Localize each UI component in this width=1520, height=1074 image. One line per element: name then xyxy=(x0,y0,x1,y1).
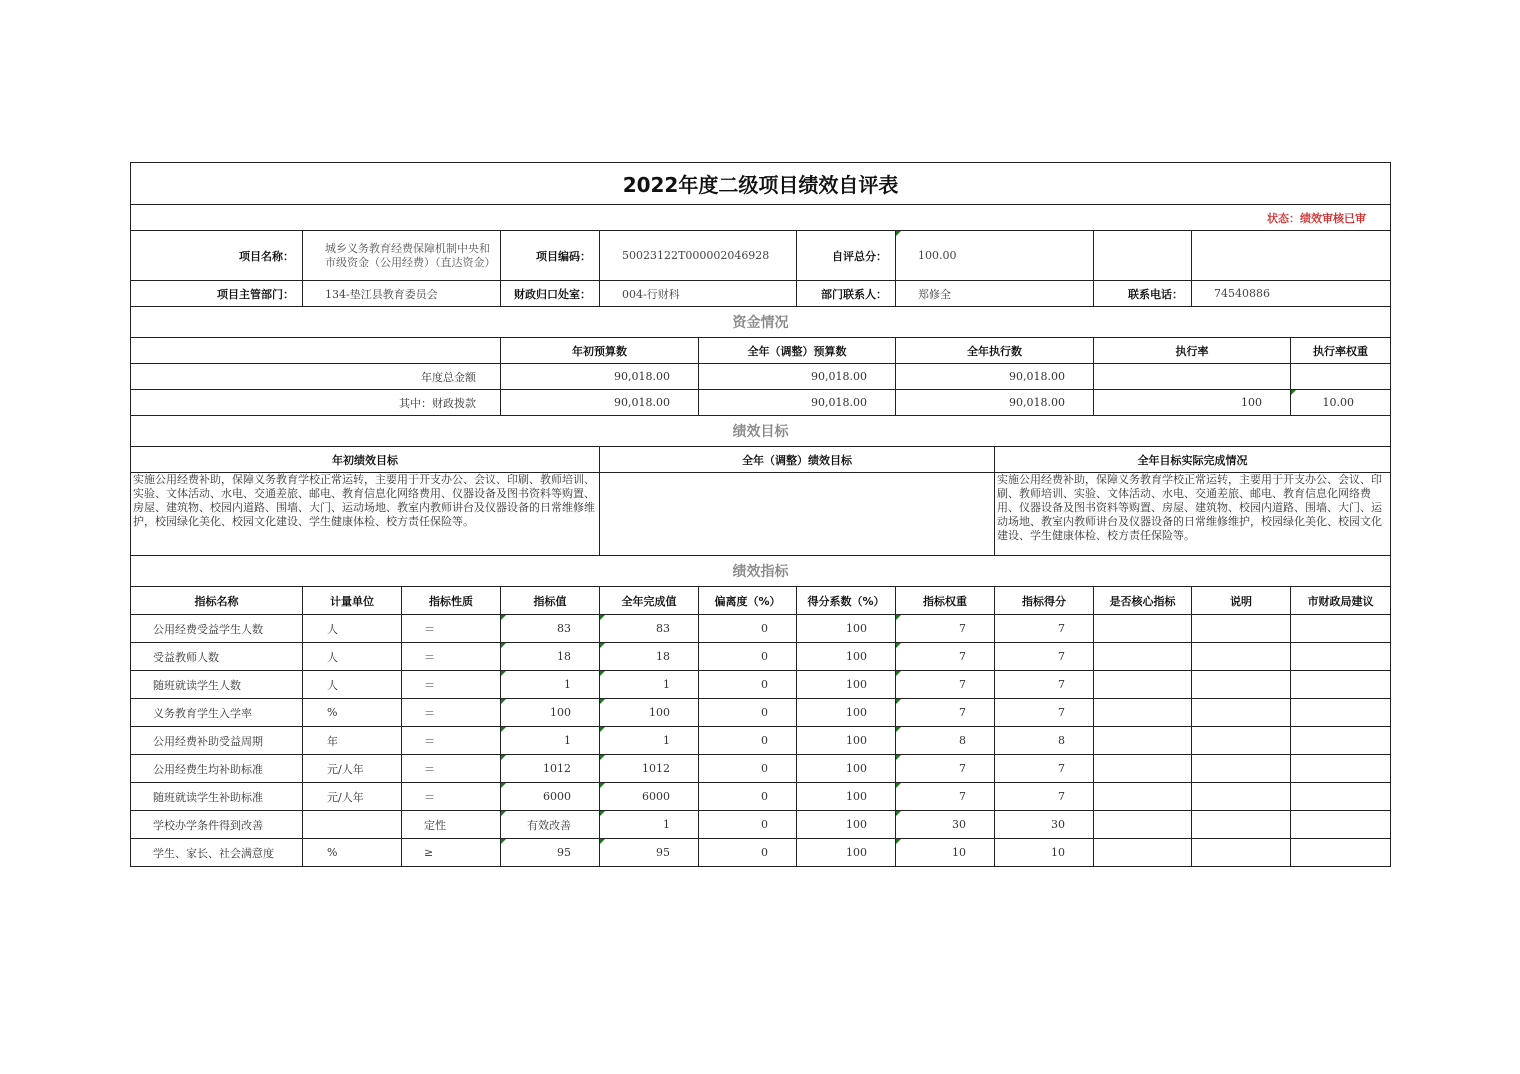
evaluation-table xyxy=(130,162,1391,867)
goals-header-initial: 年初绩效目标 xyxy=(131,447,600,473)
funds-weight xyxy=(1291,364,1391,390)
indicator-name: 随班就读学生人数 xyxy=(131,671,303,699)
phone-label: 联系电话： xyxy=(1094,281,1192,307)
ind-header-note: 说明 xyxy=(1192,587,1291,615)
funds-row-label: 其中：财政拨款 xyxy=(131,390,501,416)
indicator-nature: 定性 xyxy=(402,811,501,839)
indicator-advice xyxy=(1291,671,1391,699)
indicator-advice xyxy=(1291,699,1391,727)
indicator-unit: 人 xyxy=(303,643,402,671)
indicator-rows xyxy=(131,615,1391,867)
ind-header-name: 指标名称 xyxy=(131,587,303,615)
indicator-weight: 7 xyxy=(896,643,995,671)
project-name: 城乡义务教育经费保障机制中央和市级资金（公用经费）（直达资金） xyxy=(303,231,501,281)
indicator-coef: 100 xyxy=(797,671,896,699)
indicator-nature: ＝ xyxy=(402,727,501,755)
indicator-core xyxy=(1094,811,1192,839)
indicator-target: 1 xyxy=(501,727,600,755)
indicator-unit: 元/人年 xyxy=(303,755,402,783)
indicator-core xyxy=(1094,615,1192,643)
indicator-actual: 100 xyxy=(600,699,699,727)
indicator-coef: 100 xyxy=(797,783,896,811)
indicator-unit: 元/人年 xyxy=(303,783,402,811)
funds-header-blank xyxy=(131,338,501,364)
table-row xyxy=(131,811,1391,839)
dept: 134-垫江县教育委员会 xyxy=(303,281,501,307)
indicator-note xyxy=(1192,755,1291,783)
funds-adjusted: 90,018.00 xyxy=(699,364,896,390)
indicator-deviation: 0 xyxy=(699,699,797,727)
self-score-label: 自评总分： xyxy=(797,231,896,281)
table-row xyxy=(131,755,1391,783)
indicator-deviation: 0 xyxy=(699,839,797,867)
indicator-note xyxy=(1192,727,1291,755)
funds-header-initial: 年初预算数 xyxy=(501,338,699,364)
funds-header-rate: 执行率 xyxy=(1094,338,1291,364)
indicator-name: 公用经费受益学生人数 xyxy=(131,615,303,643)
indicator-note xyxy=(1192,699,1291,727)
indicator-name: 随班就读学生补助标准 xyxy=(131,783,303,811)
ind-header-advice: 市财政局建议 xyxy=(1291,587,1391,615)
funds-weight: 10.00 xyxy=(1291,390,1391,416)
indicator-note xyxy=(1192,811,1291,839)
goal-initial-text: 实施公用经费补助，保障义务教育学校正常运转，主要用于开支办公、会议、印刷、教师培训、实验、文体活动、水电、交通差旅、邮电、教育信息化网络费用、仪器设备及图书资料等购置、房屋、建筑物、校园内道路、围墙、大门、运动场地、教室内教师讲台及仪器设备的日常维修维护，校园绿化美化、校园文化建设、学生健康体检、校方责任保险等。 xyxy=(131,473,600,556)
indicator-weight: 30 xyxy=(896,811,995,839)
indicator-score: 7 xyxy=(995,671,1094,699)
indicator-unit xyxy=(303,811,402,839)
indicator-name: 学生、家长、社会满意度 xyxy=(131,839,303,867)
indicator-deviation: 0 xyxy=(699,615,797,643)
empty-cell xyxy=(1192,231,1391,281)
indicator-core xyxy=(1094,755,1192,783)
indicator-score: 7 xyxy=(995,783,1094,811)
indicator-advice xyxy=(1291,615,1391,643)
indicator-name: 义务教育学生入学率 xyxy=(131,699,303,727)
indicator-unit: 人 xyxy=(303,615,402,643)
indicator-coef: 100 xyxy=(797,839,896,867)
indicator-deviation: 0 xyxy=(699,783,797,811)
ind-header-coef: 得分系数（%） xyxy=(797,587,896,615)
indicator-actual: 83 xyxy=(600,615,699,643)
table-row xyxy=(131,364,1391,390)
funds-adjusted: 90,018.00 xyxy=(699,390,896,416)
indicator-core xyxy=(1094,699,1192,727)
contact-label: 部门联系人： xyxy=(797,281,896,307)
indicator-coef: 100 xyxy=(797,727,896,755)
phone: 74540886 xyxy=(1192,281,1391,307)
indicator-unit: % xyxy=(303,839,402,867)
goals-header-adjusted: 全年（调整）绩效目标 xyxy=(600,447,995,473)
indicator-unit: 年 xyxy=(303,727,402,755)
project-name-label: 项目名称： xyxy=(131,231,303,281)
indicator-core xyxy=(1094,671,1192,699)
indicator-deviation: 0 xyxy=(699,755,797,783)
indicator-advice xyxy=(1291,783,1391,811)
goal-actual-text: 实施公用经费补助，保障义务教育学校正常运转，主要用于开支办公、会议、印刷、教师培训、实验、文体活动、水电、交通差旅、邮电、教育信息化网络费用、仪器设备及图书资料等购置、房屋、建筑物、校园内道路、围墙、大门、运动场地、教室内教师讲台及仪器设备的日常维修维护，校园绿化美化、校园文化建设、学生健康体检、校方责任保险等。 xyxy=(995,473,1391,556)
indicator-weight: 10 xyxy=(896,839,995,867)
funds-header-adjusted: 全年（调整）预算数 xyxy=(699,338,896,364)
indicator-unit: % xyxy=(303,699,402,727)
ind-header-core: 是否核心指标 xyxy=(1094,587,1192,615)
indicator-nature: ＝ xyxy=(402,755,501,783)
indicator-target: 6000 xyxy=(501,783,600,811)
indicator-target: 100 xyxy=(501,699,600,727)
indicator-name: 公用经费生均补助标准 xyxy=(131,755,303,783)
funds-row-label: 年度总金额 xyxy=(131,364,501,390)
ind-header-weight: 指标权重 xyxy=(896,587,995,615)
indicator-target: 95 xyxy=(501,839,600,867)
indicator-note xyxy=(1192,615,1291,643)
indicator-actual: 1 xyxy=(600,811,699,839)
indicator-weight: 7 xyxy=(896,615,995,643)
ind-header-score: 指标得分 xyxy=(995,587,1094,615)
indicator-actual: 6000 xyxy=(600,783,699,811)
office-label: 财政归口处室： xyxy=(501,281,600,307)
project-code-label: 项目编码： xyxy=(501,231,600,281)
indicator-advice xyxy=(1291,643,1391,671)
indicator-name: 受益教师人数 xyxy=(131,643,303,671)
indicator-actual: 1012 xyxy=(600,755,699,783)
indicator-coef: 100 xyxy=(797,755,896,783)
indicator-score: 7 xyxy=(995,699,1094,727)
indicator-weight: 7 xyxy=(896,755,995,783)
goal-adjusted-text xyxy=(600,473,995,556)
ind-header-nature: 指标性质 xyxy=(402,587,501,615)
ind-header-unit: 计量单位 xyxy=(303,587,402,615)
indicators-section-title: 绩效指标 xyxy=(131,556,1391,587)
indicator-score: 10 xyxy=(995,839,1094,867)
indicator-target: 有效改善 xyxy=(501,811,600,839)
table-row xyxy=(131,699,1391,727)
indicator-nature: ＝ xyxy=(402,699,501,727)
indicator-actual: 18 xyxy=(600,643,699,671)
indicator-target: 83 xyxy=(501,615,600,643)
indicator-coef: 100 xyxy=(797,811,896,839)
indicator-weight: 7 xyxy=(896,783,995,811)
ind-header-actual: 全年完成值 xyxy=(600,587,699,615)
indicator-nature: ＝ xyxy=(402,643,501,671)
page-title: 2022年度二级项目绩效自评表 xyxy=(131,163,1391,205)
indicator-advice xyxy=(1291,811,1391,839)
indicator-advice xyxy=(1291,839,1391,867)
table-row xyxy=(131,671,1391,699)
indicator-coef: 100 xyxy=(797,699,896,727)
indicator-score: 8 xyxy=(995,727,1094,755)
table-row xyxy=(131,727,1391,755)
project-code: 50023122T000002046928 xyxy=(600,231,797,281)
indicator-score: 30 xyxy=(995,811,1094,839)
indicator-nature: ≥ xyxy=(402,839,501,867)
goals-section-title: 绩效目标 xyxy=(131,416,1391,447)
indicator-nature: ＝ xyxy=(402,671,501,699)
indicator-note xyxy=(1192,839,1291,867)
indicator-deviation: 0 xyxy=(699,727,797,755)
indicator-actual: 95 xyxy=(600,839,699,867)
indicator-coef: 100 xyxy=(797,643,896,671)
funds-section-title: 资金情况 xyxy=(131,307,1391,338)
table-row xyxy=(131,390,1391,416)
funds-initial: 90,018.00 xyxy=(501,364,699,390)
indicator-name: 学校办学条件得到改善 xyxy=(131,811,303,839)
indicator-weight: 8 xyxy=(896,727,995,755)
indicator-core xyxy=(1094,839,1192,867)
funds-header-weight: 执行率权重 xyxy=(1291,338,1391,364)
table-row xyxy=(131,839,1391,867)
indicator-coef: 100 xyxy=(797,615,896,643)
indicator-actual: 1 xyxy=(600,671,699,699)
indicator-deviation: 0 xyxy=(699,811,797,839)
table-row xyxy=(131,643,1391,671)
indicator-note xyxy=(1192,671,1291,699)
funds-rate xyxy=(1094,364,1291,390)
empty-cell xyxy=(1094,231,1192,281)
indicator-weight: 7 xyxy=(896,671,995,699)
funds-initial: 90,018.00 xyxy=(501,390,699,416)
indicator-note xyxy=(1192,783,1291,811)
indicator-core xyxy=(1094,727,1192,755)
funds-rate: 100 xyxy=(1094,390,1291,416)
indicator-advice xyxy=(1291,727,1391,755)
indicator-advice xyxy=(1291,755,1391,783)
indicator-target: 18 xyxy=(501,643,600,671)
contact: 郑修全 xyxy=(896,281,1094,307)
indicator-actual: 1 xyxy=(600,727,699,755)
self-score: 100.00 xyxy=(896,231,1094,281)
indicator-score: 7 xyxy=(995,755,1094,783)
goals-header-actual: 全年目标实际完成情况 xyxy=(995,447,1391,473)
table-row xyxy=(131,783,1391,811)
indicator-core xyxy=(1094,783,1192,811)
indicator-unit: 人 xyxy=(303,671,402,699)
indicator-target: 1012 xyxy=(501,755,600,783)
funds-executed: 90,018.00 xyxy=(896,390,1094,416)
office: 004-行财科 xyxy=(600,281,797,307)
indicator-deviation: 0 xyxy=(699,643,797,671)
ind-header-deviation: 偏离度（%） xyxy=(699,587,797,615)
dept-label: 项目主管部门： xyxy=(131,281,303,307)
funds-executed: 90,018.00 xyxy=(896,364,1094,390)
ind-header-target: 指标值 xyxy=(501,587,600,615)
indicator-score: 7 xyxy=(995,615,1094,643)
indicator-nature: ＝ xyxy=(402,783,501,811)
funds-header-executed: 全年执行数 xyxy=(896,338,1094,364)
status-badge: 状态：绩效审核已审 xyxy=(131,205,1391,231)
indicator-name: 公用经费补助受益周期 xyxy=(131,727,303,755)
table-row xyxy=(131,615,1391,643)
indicator-deviation: 0 xyxy=(699,671,797,699)
indicator-weight: 7 xyxy=(896,699,995,727)
evaluation-sheet xyxy=(130,162,1390,867)
indicator-core xyxy=(1094,643,1192,671)
indicator-score: 7 xyxy=(995,643,1094,671)
indicator-nature: ＝ xyxy=(402,615,501,643)
indicator-note xyxy=(1192,643,1291,671)
indicator-target: 1 xyxy=(501,671,600,699)
